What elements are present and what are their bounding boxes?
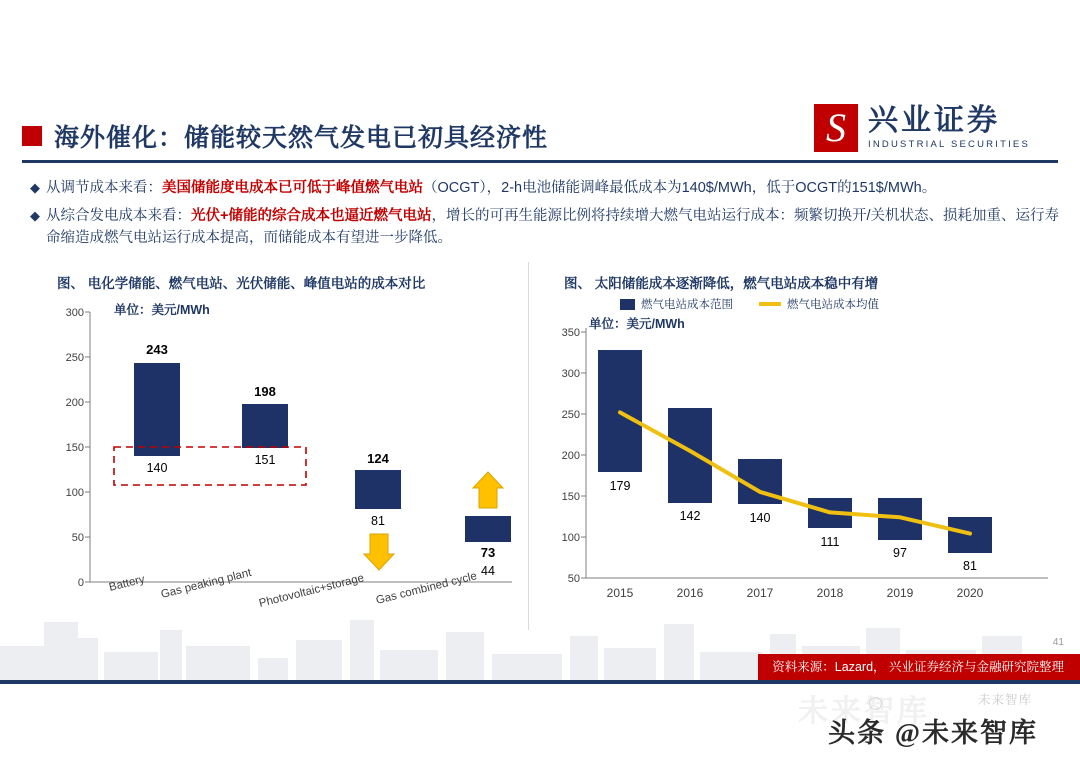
logo-mark-icon <box>814 104 858 152</box>
svg-text:2019: 2019 <box>886 586 914 600</box>
right-chart-caption: 图、 太阳储能成本逐渐降低，燃气电站成本稳中有增 <box>564 276 879 291</box>
svg-text:2016: 2016 <box>676 586 704 600</box>
page-title-row <box>22 118 548 154</box>
bullet-item <box>30 206 1060 250</box>
logo-name-cn: 兴业证券 <box>868 104 1001 138</box>
svg-text:200: 200 <box>65 397 84 409</box>
svg-text:73: 73 <box>480 545 496 560</box>
company-logo <box>814 104 1030 152</box>
watermark-main: 头条 @未来智库 <box>828 718 1038 748</box>
svg-text:300: 300 <box>65 307 84 319</box>
left-chart-caption: 图、 电化学储能、燃气电站、光伏储能、峰值电站的成本对比 <box>57 276 426 291</box>
svg-text:100: 100 <box>561 532 580 544</box>
logo-name-en: INDUSTRIAL SECURITIES <box>868 139 1030 151</box>
legend-label: 燃气电站成本均值 <box>787 299 879 311</box>
svg-text:140: 140 <box>146 461 168 475</box>
svg-text:81: 81 <box>963 559 977 573</box>
watermark-subtext: 未来智库 <box>977 693 1032 707</box>
right-chart-legend <box>620 296 905 312</box>
left-chart-svg <box>22 292 520 612</box>
watermark-ghost: 未来智库 <box>798 695 930 728</box>
right-chart-svg <box>528 316 1058 616</box>
svg-text:243: 243 <box>146 342 168 357</box>
svg-text:Photovoltaic+storage: Photovoltaic+storage <box>257 572 366 610</box>
page-number: 41 <box>1052 637 1064 648</box>
svg-text:2015: 2015 <box>606 586 634 600</box>
legend-label: 燃气电站成本范围 <box>641 299 733 311</box>
svg-text:200: 200 <box>561 450 580 462</box>
svg-text:2018: 2018 <box>816 586 844 600</box>
svg-text:Gas peaking plant: Gas peaking plant <box>159 566 253 601</box>
bullet-segment: 从综合发电成本来看： <box>46 207 191 224</box>
diamond-icon: ◆ <box>30 207 40 223</box>
svg-text:111: 111 <box>820 535 840 549</box>
svg-text:198: 198 <box>254 384 276 399</box>
left-chart-unit: 单位：美元/MWh <box>114 303 210 317</box>
title-marker-icon <box>22 126 42 146</box>
svg-text:300: 300 <box>561 368 580 380</box>
legend-swatch-line-icon <box>759 302 781 306</box>
bullet-item <box>30 178 1060 200</box>
title-underline <box>22 160 1058 163</box>
bullet-segment: ，增长的可再生能源比例将持续增大燃气电站运行成本：频繁切换开/关机状态、损耗加重、运行寿命缩造成燃气电站运行成本提高，而储能成本有望进一步降低。 <box>46 207 1059 246</box>
svg-text:124: 124 <box>367 451 389 466</box>
bullet-segment-highlight: 光伏+储能的综合成本也逼近燃气电站 <box>191 207 432 224</box>
svg-text:2020: 2020 <box>956 586 984 600</box>
bullet-segment: （OCGT），2-h电池储能调峰最低成本为140$/MWh，低于OCGT的151$/MWh。 <box>423 180 937 196</box>
svg-text:Gas combined cycle: Gas combined cycle <box>374 570 479 607</box>
legend-item-range <box>620 296 733 312</box>
source-note: 资料来源：Lazard， 兴业证券经济与金融研究院整理 <box>758 654 1080 680</box>
bullet-segment-highlight: 美国储能度电成本已可低于峰值燃气电站 <box>162 180 423 196</box>
svg-text:142: 142 <box>679 509 701 523</box>
top-watermark <box>300 20 780 60</box>
svg-text:150: 150 <box>65 442 84 454</box>
svg-text:2017: 2017 <box>746 586 774 600</box>
svg-text:250: 250 <box>561 409 580 421</box>
page-title: 海外催化：储能较天然气发电已初具经济性 <box>54 124 549 152</box>
svg-text:0: 0 <box>77 577 84 589</box>
legend-item-average <box>759 296 879 312</box>
svg-text:97: 97 <box>893 546 907 560</box>
watermark-band <box>0 684 1080 764</box>
logo-letter: S <box>826 105 847 150</box>
svg-text:Battery: Battery <box>107 573 147 594</box>
bullet-list <box>30 178 1060 255</box>
svg-text:81: 81 <box>371 514 385 528</box>
svg-text:100: 100 <box>65 487 84 499</box>
legend-swatch-box-icon <box>620 299 635 310</box>
svg-text:44: 44 <box>481 564 495 578</box>
svg-text:50: 50 <box>71 532 84 544</box>
right-chart-plot <box>528 316 1058 616</box>
svg-text:50: 50 <box>567 573 580 585</box>
slide-header <box>0 96 1080 166</box>
watermark-circle-icon <box>869 697 882 710</box>
arrow-up-icon <box>473 472 503 508</box>
diamond-icon: ◆ <box>30 180 40 195</box>
right-chart-unit: 单位：美元/MWh <box>589 317 685 331</box>
left-chart-panel <box>22 262 520 630</box>
svg-text:151: 151 <box>254 453 276 467</box>
svg-text:350: 350 <box>561 327 580 339</box>
svg-text:140: 140 <box>749 511 771 525</box>
arrow-down-icon <box>364 534 394 570</box>
svg-text:250: 250 <box>65 352 84 364</box>
bullet-segment: 从调节成本来看： <box>46 180 162 196</box>
svg-text:150: 150 <box>561 491 580 503</box>
svg-text:179: 179 <box>609 479 631 493</box>
